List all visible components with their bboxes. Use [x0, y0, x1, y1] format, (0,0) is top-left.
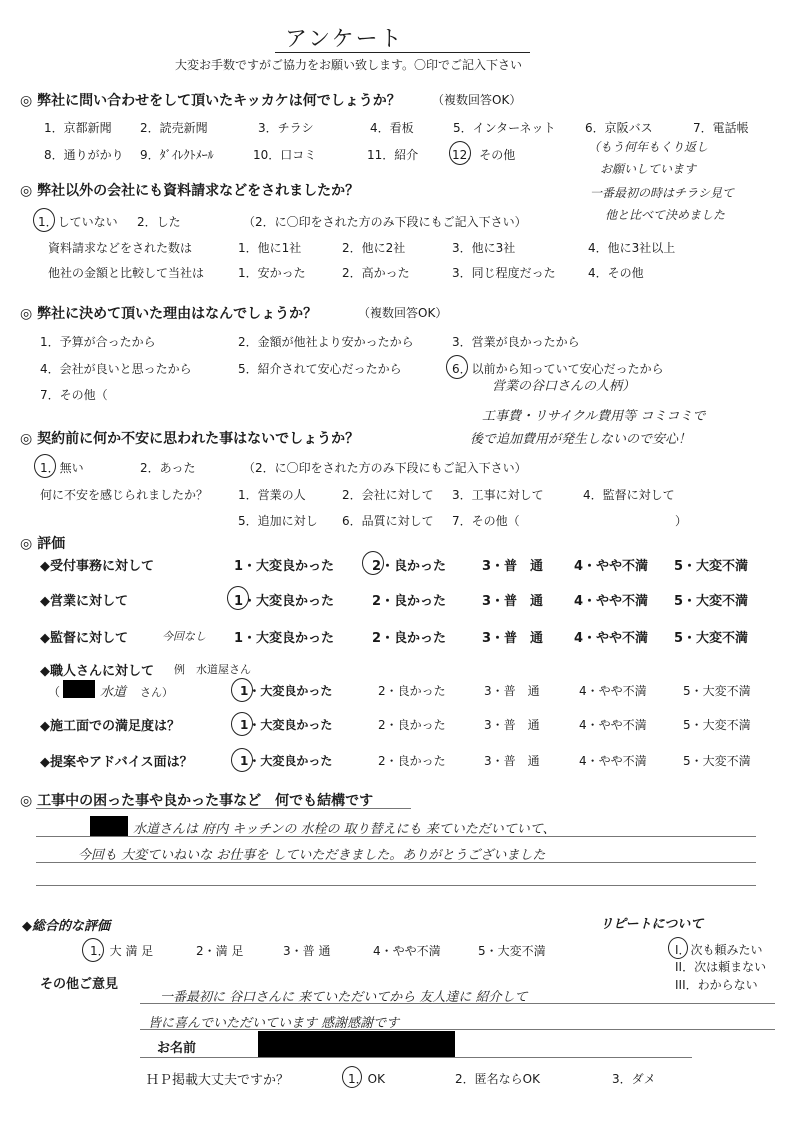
selection-circle [449, 141, 471, 165]
q2-option[interactable]: 2．した [137, 215, 181, 229]
selection-circle [227, 586, 249, 610]
q1-option[interactable]: 10．口コミ [253, 148, 317, 162]
eval-option[interactable]: 3・普 通 [482, 559, 544, 574]
hp-option[interactable]: 2．匿名ならOK [455, 1072, 540, 1086]
q4-option[interactable]: 1．無い [40, 461, 84, 475]
q4-label: 何に不安を感じられましたか？ [40, 488, 209, 502]
eval-option[interactable]: 3・普 通 [482, 594, 544, 609]
eval-row-label: ◆受付事務に対して [40, 559, 154, 574]
overall-option[interactable]: 1．大 満 足 [90, 944, 154, 958]
q4-note: （2．に〇印をされた方のみ下段にもご記入下さい） [243, 461, 527, 475]
q3-handwritten-note: 後で追加費用が発生しないので安心！ [470, 432, 692, 447]
survey-title: アンケート [285, 27, 404, 52]
eval-option[interactable]: 2・良かった [378, 684, 446, 698]
eval-option[interactable]: 1・大変良かった [234, 559, 335, 574]
q1-note: （複数回答OK） [432, 93, 522, 107]
eval-option[interactable]: 4・やや不満 [574, 559, 649, 574]
comment-line: 水道さんは 府内 キッチンの 水栓の 取り替えにも 来ていただいていて、 [133, 822, 556, 837]
eval-row-label: ◆職人さんに対して [40, 664, 154, 679]
q4-option[interactable]: 7．その他（ [452, 514, 520, 528]
q2-option[interactable]: 4．他に3社以上 [588, 241, 676, 255]
q4-question: ◎ 契約前に何か不安に思われた事はないでしょうか？ [20, 431, 360, 447]
q4-option[interactable]: 6．品質に対して [342, 514, 434, 528]
q3-option[interactable]: 4．会社が良いと思ったから [40, 362, 192, 376]
eval-row-label: ◆施工面での満足度は？ [40, 719, 180, 734]
q3-option[interactable]: 1．予算が合ったから [40, 335, 156, 349]
redacted-block [90, 816, 128, 836]
comments-heading-underline [36, 808, 411, 809]
q3-option[interactable]: 6．以前から知っていて安心だったから [452, 362, 664, 376]
eval-option[interactable]: 1・大変良かった [234, 631, 335, 646]
eval-option[interactable]: 1・大変良かった [240, 754, 333, 768]
q2-option[interactable]: 4．その他 [588, 266, 644, 280]
eval-option[interactable]: 4・やや不満 [574, 631, 649, 646]
survey-subtitle: 大変お手数ですがご協力をお願い致します。〇印でご記入下さい [175, 58, 523, 72]
q1-option[interactable]: 12．その他 [452, 148, 516, 162]
craftsman-open: （ [48, 685, 61, 699]
q2-question: ◎ 弊社以外の会社にも資料請求などをされましたか？ [20, 183, 360, 199]
eval-row-label: ◆提案やアドバイス面は？ [40, 755, 193, 770]
q4-option[interactable]: 2．あった [140, 461, 196, 475]
q1-option[interactable]: 6．京阪バス [585, 121, 653, 135]
redacted-block [63, 680, 95, 698]
q4-option-close: ） [675, 514, 688, 528]
eval-option[interactable]: 3・普 通 [484, 718, 540, 732]
overall-option[interactable]: 5・大変不満 [478, 944, 546, 958]
overall-option[interactable]: 4・やや不満 [373, 944, 441, 958]
selection-circle [668, 937, 688, 959]
q1-option[interactable]: 5．インターネット [453, 121, 556, 135]
q1-handwritten-note: 一番最初の時はチラシ見て [590, 186, 735, 200]
selection-circle [231, 748, 253, 772]
comment-rule [36, 862, 756, 863]
comment-line: 今回も 大変ていねいな お仕事を していただきました。ありがとうございました [78, 848, 546, 863]
q3-option[interactable]: 7．その他（ [40, 388, 108, 402]
repeat-option[interactable]: I．次も頼みたい [675, 943, 763, 957]
eval-heading: ◎ 評価 [20, 536, 66, 552]
q1-option[interactable]: 2．読売新聞 [140, 121, 208, 135]
q4-option[interactable]: 5．追加に対し [238, 514, 318, 528]
repeat-option[interactable]: III．わからない [675, 978, 758, 992]
other-rule [140, 1003, 775, 1004]
q4-option[interactable]: 4．監督に対して [583, 488, 675, 502]
eval-option[interactable]: 4・やや不満 [579, 718, 647, 732]
other-line: 一番最初に 谷口さんに 来ていただいてから 友人達に 紹介して [160, 990, 528, 1005]
q3-option[interactable]: 5．紹介されて安心だったから [238, 362, 402, 376]
eval-option[interactable]: 3・普 通 [482, 631, 544, 646]
q4-option[interactable]: 3．工事に対して [452, 488, 544, 502]
q2-option[interactable]: 1．安かった [238, 266, 306, 280]
eval-option[interactable]: 2・良かった [372, 559, 447, 574]
q3-note: （複数回答OK） [358, 306, 448, 320]
selection-circle [362, 551, 384, 575]
overall-option[interactable]: 2・満 足 [196, 944, 244, 958]
q1-option[interactable]: 8．通りがかり [44, 148, 124, 162]
comments-heading: ◎ 工事中の困った事や良かった事など 何でも結構です [20, 793, 374, 809]
craftsman-name: 水道 [100, 685, 127, 700]
eval-option[interactable]: 5・大変不満 [683, 684, 751, 698]
eval-option[interactable]: 5・大変不満 [674, 594, 749, 609]
q1-handwritten-note: お願いしています [600, 162, 697, 176]
eval-option[interactable]: 3・普 通 [484, 684, 540, 698]
eval-option[interactable]: 2・良かった [378, 718, 446, 732]
other-rule [140, 1029, 775, 1030]
hp-question: ＨＰ掲載大丈夫ですか？ [146, 1073, 290, 1088]
eval-option[interactable]: 5・大変不満 [683, 754, 751, 768]
q1-option[interactable]: 7．電話帳 [693, 121, 749, 135]
selection-circle [82, 938, 104, 962]
other-heading: その他ご意見 [40, 977, 119, 992]
name-rule [140, 1057, 692, 1058]
overall-option[interactable]: 3・普 通 [283, 944, 331, 958]
q4-option[interactable]: 1．営業の人 [238, 488, 306, 502]
comment-rule [36, 885, 756, 886]
q1-option[interactable]: 9．ﾀﾞｲﾚｸﾄﾒｰﾙ [140, 148, 214, 162]
eval-row-label: ◆監督に対して [40, 631, 128, 646]
q2-option[interactable]: 1．していない [38, 215, 118, 229]
q3-handwritten-note: 営業の谷口さんの人柄） [492, 379, 636, 394]
selection-circle [446, 355, 468, 379]
q3-question: ◎ 弊社に決めて頂いた理由はなんでしょうか？ [20, 306, 318, 322]
selection-circle [231, 712, 253, 736]
selection-circle [231, 678, 253, 702]
eval-option[interactable]: 2・良かった [372, 631, 447, 646]
other-line: 皆に喜んでいただいています 感謝感謝です [148, 1016, 400, 1031]
q1-option[interactable]: 1．京都新聞 [44, 121, 112, 135]
q3-option[interactable]: 3．営業が良かったから [452, 335, 580, 349]
eval-option[interactable]: 3・普 通 [484, 754, 540, 768]
eval-option[interactable]: 5・大変不満 [674, 631, 749, 646]
title-underline [275, 52, 530, 53]
eval-option[interactable]: 2・良かった [372, 594, 447, 609]
repeat-heading: リピートについて [600, 917, 704, 932]
eval-option[interactable]: 4・やや不満 [579, 684, 647, 698]
eval-option[interactable]: 4・やや不満 [574, 594, 649, 609]
q1-handwritten-note: （もう何年もくり返し [588, 140, 709, 154]
name-label: お名前 [157, 1041, 197, 1056]
eval-option[interactable]: 1・大変良かった [234, 594, 335, 609]
selection-circle [342, 1066, 362, 1088]
q4-option[interactable]: 2．会社に対して [342, 488, 434, 502]
eval-row-label: ◆営業に対して [40, 594, 128, 609]
q1-question: ◎ 弊社に問い合わせをして頂いたキッカケは何でしょうか？ [20, 93, 401, 109]
q1-option[interactable]: 3．チラシ [258, 121, 314, 135]
q2-option[interactable]: 2．他に2社 [342, 241, 406, 255]
q1-option[interactable]: 11．紹介 [367, 148, 419, 162]
selection-circle [34, 454, 56, 478]
eval-option[interactable]: 1・大変良かった [240, 684, 333, 698]
redacted-name [258, 1031, 455, 1057]
q1-option[interactable]: 4．看板 [370, 121, 414, 135]
eval-option[interactable]: 5・大変不満 [683, 718, 751, 732]
q1-handwritten-note: 他と比べて決めました [605, 208, 726, 222]
eval-row-example: 例 水道屋さん [174, 663, 251, 676]
q2-option[interactable]: 3．他に3社 [452, 241, 516, 255]
craftsman-suffix: さん） [140, 686, 173, 699]
q2-option[interactable]: 3．同じ程度だった [452, 266, 556, 280]
eval-row-handnote: 今回なし [162, 630, 206, 643]
eval-option[interactable]: 2・良かった [378, 754, 446, 768]
eval-option[interactable]: 1・大変良かった [240, 718, 333, 732]
q2-option[interactable]: 1．他に1社 [238, 241, 302, 255]
q3-handwritten-note: 工事費・リサイクル費用等 コミコミで [482, 409, 706, 424]
hp-option[interactable]: 3．ダメ [612, 1072, 656, 1086]
q2-note: （2．に〇印をされた方のみ下段にもご記入下さい） [243, 215, 527, 229]
repeat-option[interactable]: II．次は頼まない [675, 960, 767, 974]
q2-row-label: 資料請求などをされた数は [48, 241, 193, 255]
hp-option[interactable]: 1．OK [348, 1072, 385, 1086]
q2-row-label: 他社の金額と比較して当社は [48, 266, 205, 280]
eval-option[interactable]: 4・やや不満 [579, 754, 647, 768]
selection-circle [33, 208, 55, 232]
q2-option[interactable]: 2．高かった [342, 266, 410, 280]
eval-option[interactable]: 5・大変不満 [674, 559, 749, 574]
q3-option[interactable]: 2．金額が他社より安かったから [238, 335, 414, 349]
comment-rule [36, 836, 756, 837]
overall-heading: ◆総合的な評価 [22, 919, 110, 934]
